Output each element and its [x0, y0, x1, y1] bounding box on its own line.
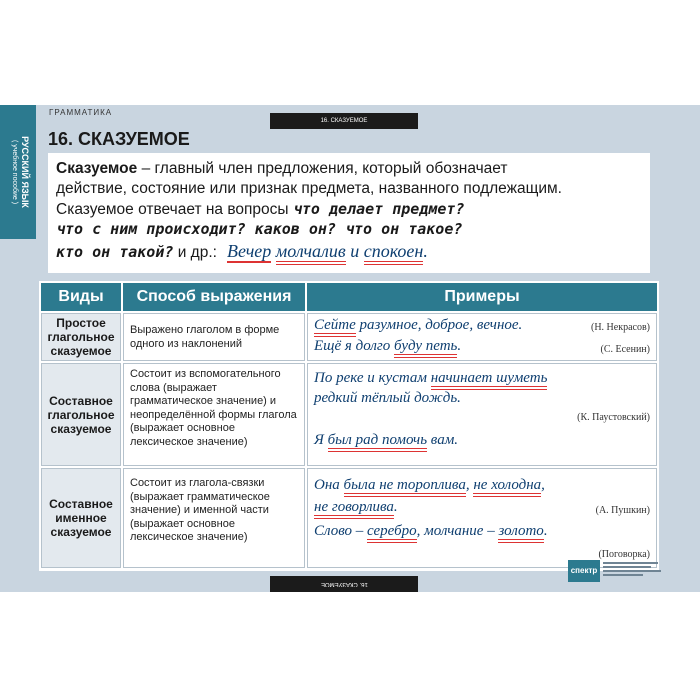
definition-line-1: [56, 159, 508, 179]
row-kind: Простое глагольное сказуемое: [41, 313, 121, 361]
side-tab: [0, 105, 36, 239]
example-predicate: была не тороплива: [344, 477, 466, 497]
question: кто он такой?: [56, 243, 174, 261]
example-text: По реке и кустам: [314, 370, 431, 386]
example-word: и: [350, 241, 360, 261]
example-author: (С. Есенин): [600, 344, 650, 355]
bottom-strip-text: 16. СКАЗУЕМОЕ: [320, 581, 368, 587]
example-text: .: [457, 338, 462, 354]
top-strip: 16. СКАЗУЕМОЕ: [270, 113, 418, 129]
example-subject: Вечер: [226, 241, 272, 261]
publisher-fineprint: [603, 560, 663, 584]
term: Сказуемое: [56, 160, 138, 177]
example-text: .: [393, 499, 398, 515]
question: что делает предмет?: [292, 200, 465, 218]
row-examples: [307, 468, 657, 568]
example-predicate: серебро: [367, 523, 417, 543]
header-kinds: Виды: [41, 283, 121, 311]
example-predicate: начинает шуметь: [431, 370, 548, 390]
example-author: (К. Паустовский): [577, 412, 650, 423]
example-predicate: молчалив: [276, 241, 346, 265]
example-line: [314, 499, 398, 516]
row-kind: Составное именное сказуемое: [41, 468, 121, 568]
example-line: [314, 432, 458, 449]
row-examples: [307, 313, 657, 361]
example-predicate: Сейте: [314, 317, 356, 337]
example-text: разумное, доброе, вечное.: [355, 317, 523, 333]
page-title: 16. СКАЗУЕМОЕ: [48, 129, 190, 149]
side-text: [0, 105, 36, 239]
example-text: Ещё я долго: [314, 338, 394, 354]
example-line: редкий тёплый дождь.: [314, 390, 461, 406]
example-text: , молчание –: [416, 523, 499, 539]
example-text: ,: [541, 477, 545, 493]
row-examples: [307, 363, 657, 466]
example-author: (Поговорка): [598, 549, 650, 560]
example-text: вам.: [427, 432, 459, 448]
example-word: .: [423, 241, 428, 261]
predicate-table: [39, 281, 659, 571]
example-line: [314, 317, 522, 334]
header-method: Способ выражения: [123, 283, 305, 311]
definition-line-4: что с ним происходит? каков он? что он такое?: [56, 220, 463, 238]
publisher-logo: спектр: [568, 560, 600, 582]
example-text: ,: [465, 477, 474, 493]
row-method: Выражено глаголом в форме одного из наклонений: [123, 313, 305, 361]
example-predicate: спокоен: [364, 241, 424, 265]
example-text: Я: [314, 432, 328, 448]
definition-text: Сказуемое отвечает на вопросы: [56, 201, 293, 218]
example-line: [314, 370, 547, 387]
definition-text: – главный член предложения, который обозначает: [137, 160, 508, 177]
bottom-strip: [270, 576, 418, 592]
poster: [0, 105, 700, 592]
definition-box: [48, 153, 650, 273]
side-subtitle: ( учебное пособие ): [11, 139, 18, 205]
example-line: [314, 477, 545, 494]
example-line: [314, 523, 548, 540]
definition-line-5: [56, 241, 428, 263]
example-predicate: золото: [498, 523, 543, 543]
definition-line-2: действие, состояние или признак предмета, названного подлежащим.: [56, 180, 562, 197]
example-author: (А. Пушкин): [595, 505, 650, 516]
row-method: Состоит из вспомогательного слова (выражает грамматическое значение) и неопределённой формы глагола (выражает основное лексическое значение): [123, 363, 305, 466]
row-kind: Составное глагольное сказуемое: [41, 363, 121, 466]
header-examples: Примеры: [307, 283, 657, 311]
example-text: Слово –: [314, 523, 368, 539]
row-method: Состоит из глагола-связки (выражает грамматическое значение) и именной части (выражает основное лексическое значение): [123, 468, 305, 568]
example-author: (Н. Некрасов): [591, 322, 650, 333]
example-text: Она: [314, 477, 344, 493]
definition-example: [227, 241, 428, 261]
definition-text: и др.:: [173, 244, 217, 261]
example-predicate: не холодна: [473, 477, 541, 497]
definition-line-3: [56, 199, 464, 220]
example-text: .: [543, 523, 548, 539]
example-predicate: буду петь: [394, 338, 457, 358]
side-subject: РУССКИЙ ЯЗЫК: [20, 136, 30, 208]
example-predicate: не говорлива: [314, 499, 394, 519]
example-line: [314, 338, 461, 355]
section-label: ГРАММАТИКА: [49, 108, 113, 117]
example-predicate: был рад помочь: [328, 432, 427, 452]
